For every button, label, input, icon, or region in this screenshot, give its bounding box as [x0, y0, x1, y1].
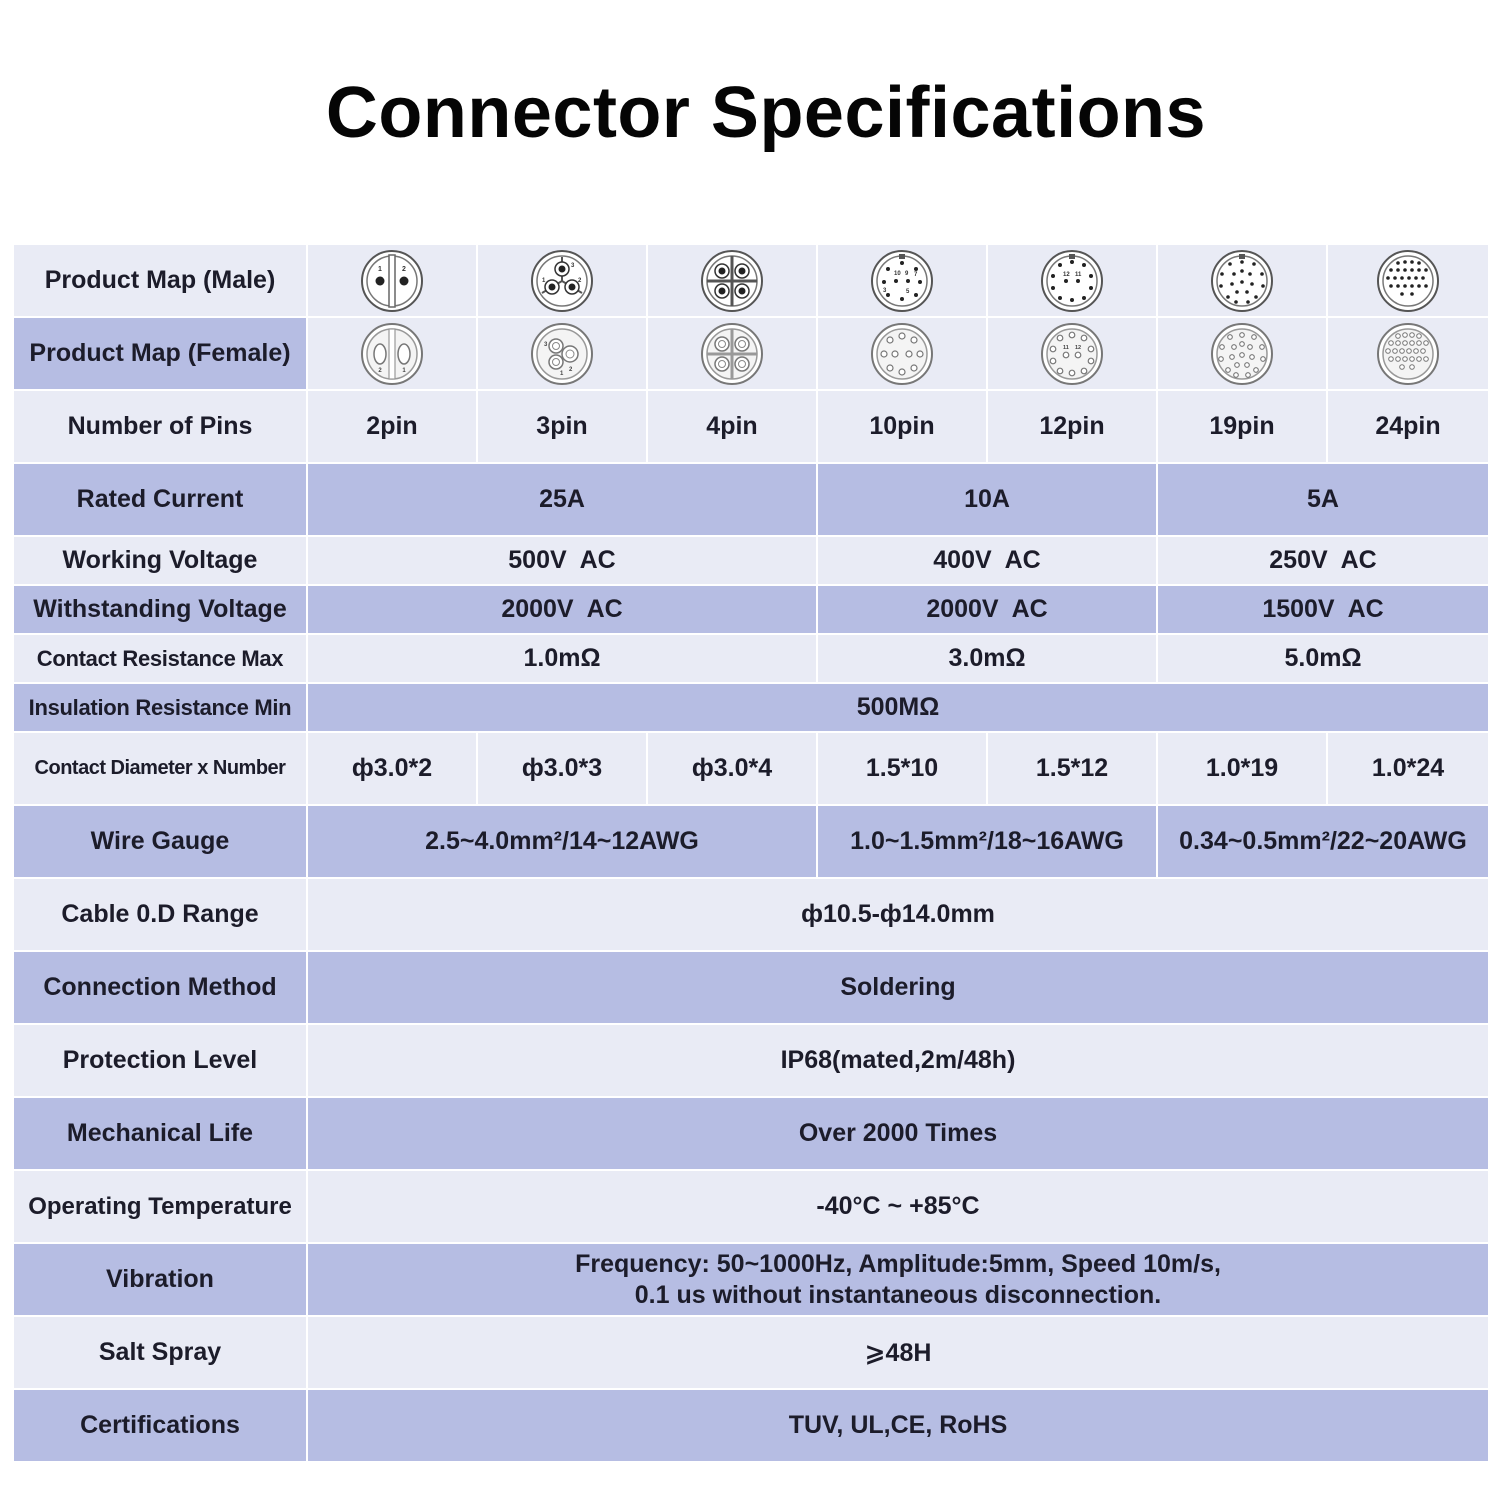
contact-diameter-24pin: 1.0*24	[1327, 732, 1489, 805]
working-voltage-group-2: 400V AC	[817, 536, 1157, 585]
row-working-voltage	[13, 536, 1489, 585]
female-2pin-icon	[360, 322, 424, 386]
row-mechanical-life	[13, 1097, 1489, 1170]
female-19pin-icon	[1210, 322, 1274, 386]
pin-label: 5	[906, 288, 910, 295]
row-label: Certifications	[13, 1389, 307, 1462]
working-voltage-group-1: 500V AC	[307, 536, 817, 585]
row-product-map-female	[13, 317, 1489, 390]
row-label: Vibration	[13, 1243, 307, 1316]
row-withstanding-voltage	[13, 585, 1489, 634]
pin-label: 1	[542, 277, 546, 284]
contact-diameter-12pin: 1.5*12	[987, 732, 1157, 805]
wire-gauge-group-2: 1.0~1.5mm²/18~16AWG	[817, 805, 1157, 878]
row-label: Product Map (Female)	[13, 317, 307, 390]
male-3pin-icon	[530, 249, 594, 313]
row-label: Cable 0.D Range	[13, 878, 307, 951]
contact-diameter-2pin: ф3.0*2	[307, 732, 477, 805]
female-3pin-icon	[530, 322, 594, 386]
pin-label: 2	[378, 367, 382, 374]
row-contact-diameter	[13, 732, 1489, 805]
withstanding-voltage-group-1: 2000V AC	[307, 585, 817, 634]
male-4pin-icon	[700, 249, 764, 313]
pin-label: 11	[1075, 271, 1082, 278]
female-12pin-icon	[1040, 322, 1104, 386]
rated-current-group-3: 5A	[1157, 463, 1489, 536]
pins-2: 2pin	[307, 390, 477, 463]
row-contact-resistance	[13, 634, 1489, 683]
cable-od-value: ф10.5-ф14.0mm	[307, 878, 1489, 951]
pin-label: 7	[914, 271, 918, 278]
pin-label: 10	[894, 270, 901, 277]
pin-label: 3	[571, 262, 575, 269]
row-insulation-resistance	[13, 683, 1489, 732]
row-number-of-pins	[13, 390, 1489, 463]
contact-diameter-19pin: 1.0*19	[1157, 732, 1327, 805]
rated-current-group-1: 25A	[307, 463, 817, 536]
row-label: Contact Resistance Max	[13, 634, 307, 683]
row-certifications	[13, 1389, 1489, 1462]
pin-label: 2	[402, 265, 406, 273]
pin-label: 1	[560, 370, 564, 377]
row-operating-temperature	[13, 1170, 1489, 1243]
row-label: Working Voltage	[13, 536, 307, 585]
female-4pin-icon	[700, 322, 764, 386]
row-label: Connection Method	[13, 951, 307, 1024]
row-label: Rated Current	[13, 463, 307, 536]
row-label: Product Map (Male)	[13, 244, 307, 317]
row-vibration	[13, 1243, 1489, 1316]
row-connection-method	[13, 951, 1489, 1024]
row-wire-gauge	[13, 805, 1489, 878]
row-product-map-male	[13, 244, 1489, 317]
pins-3: 3pin	[477, 390, 647, 463]
male-12pin-icon	[1040, 249, 1104, 313]
row-label: Protection Level	[13, 1024, 307, 1097]
contact-resistance-group-3: 5.0mΩ	[1157, 634, 1489, 683]
row-label: Withstanding Voltage	[13, 585, 307, 634]
male-24pin-icon	[1376, 249, 1440, 313]
contact-diameter-10pin: 1.5*10	[817, 732, 987, 805]
pin-label: 9	[905, 270, 909, 277]
pin-label: 2	[569, 366, 573, 373]
salt-spray-value: ⩾48H	[307, 1316, 1489, 1389]
withstanding-voltage-group-2: 2000V AC	[817, 585, 1157, 634]
vibration-value	[307, 1243, 1489, 1316]
vibration-line-2: 0.1 us without instantaneous disconnection.	[634, 1280, 1162, 1309]
connection-method-value: Soldering	[307, 951, 1489, 1024]
pins-12: 12pin	[987, 390, 1157, 463]
female-10pin-icon	[870, 322, 934, 386]
contact-diameter-4pin: ф3.0*4	[647, 732, 817, 805]
spec-table	[12, 243, 1490, 1463]
row-label: Contact Diameter x Number	[13, 732, 307, 805]
pin-label: 11	[1063, 344, 1069, 351]
working-voltage-group-3: 250V AC	[1157, 536, 1489, 585]
contact-resistance-group-2: 3.0mΩ	[817, 634, 1157, 683]
pin-label: 1	[402, 367, 406, 374]
pins-10: 10pin	[817, 390, 987, 463]
wire-gauge-group-1: 2.5~4.0mm²/14~12AWG	[307, 805, 817, 878]
row-rated-current	[13, 463, 1489, 536]
rated-current-group-2: 10A	[817, 463, 1157, 536]
pin-label: 3	[883, 287, 887, 294]
pins-4: 4pin	[647, 390, 817, 463]
pin-label: 12	[1075, 344, 1082, 351]
row-label: Wire Gauge	[13, 805, 307, 878]
withstanding-voltage-group-3: 1500V AC	[1157, 585, 1489, 634]
row-label: Operating Temperature	[13, 1170, 307, 1243]
contact-diameter-3pin: ф3.0*3	[477, 732, 647, 805]
pin-label: 1	[378, 265, 382, 273]
pin-label: 12	[1063, 271, 1070, 278]
pin-label: 2	[578, 277, 582, 284]
pin-label: 3	[544, 341, 548, 348]
protection-level-value: IP68(mated,2m/48h)	[307, 1024, 1489, 1097]
male-2pin-icon	[360, 249, 424, 313]
row-label: Salt Spray	[13, 1316, 307, 1389]
certifications-value: TUV, UL,CE, RoHS	[307, 1389, 1489, 1462]
page-title: Connector Specifications	[325, 73, 1207, 153]
row-salt-spray	[13, 1316, 1489, 1389]
male-10pin-icon	[870, 249, 934, 313]
female-24pin-icon	[1376, 322, 1440, 386]
wire-gauge-group-3: 0.34~0.5mm²/22~20AWG	[1157, 805, 1489, 878]
insulation-resistance-value: 500MΩ	[307, 683, 1489, 732]
row-label: Insulation Resistance Min	[13, 683, 307, 732]
pins-24: 24pin	[1327, 390, 1489, 463]
row-protection-level	[13, 1024, 1489, 1097]
vibration-line-1: Frequency: 50~1000Hz, Amplitude:5mm, Speed 10m/s,	[575, 1249, 1221, 1278]
row-label: Mechanical Life	[13, 1097, 307, 1170]
row-label: Number of Pins	[13, 390, 307, 463]
mechanical-life-value: Over 2000 Times	[307, 1097, 1489, 1170]
pins-19: 19pin	[1157, 390, 1327, 463]
male-19pin-icon	[1210, 249, 1274, 313]
operating-temperature-value: -40°C ~ +85°C	[307, 1170, 1489, 1243]
contact-resistance-group-1: 1.0mΩ	[307, 634, 817, 683]
row-cable-od	[13, 878, 1489, 951]
